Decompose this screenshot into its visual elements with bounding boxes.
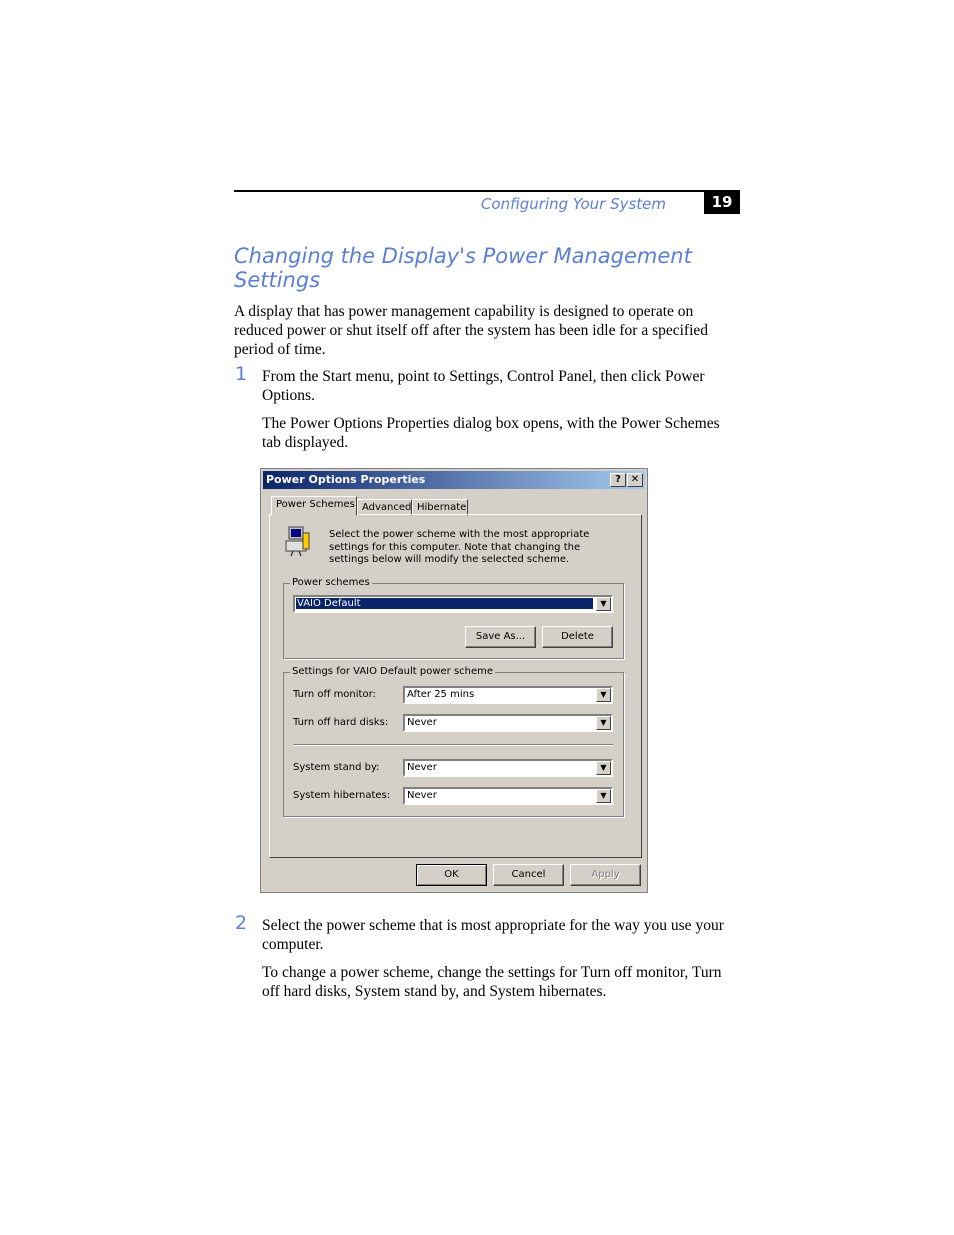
power-scheme-value: VAIO Default: [296, 598, 593, 609]
save-as-button[interactable]: Save As...: [465, 626, 536, 648]
dialog-description: Select the power scheme with the most appropriate settings for this computer. Note that changing the settings below will modify the selected scheme.: [329, 529, 590, 565]
intro-paragraph: A display that has power management capability is designed to operate on reduced power or shut itself off after the system has been idle for a specified period of time.: [234, 303, 709, 358]
settings-separator: [293, 744, 613, 746]
system-stand-by-value: Never: [407, 762, 437, 773]
turn-off-monitor-label: Turn off monitor:: [293, 689, 376, 700]
close-button[interactable]: ✕: [627, 473, 643, 487]
running-title: Configuring Your System: [480, 195, 666, 213]
system-hibernates-label: System hibernates:: [293, 790, 391, 801]
tab-hibernate[interactable]: Hibernate: [412, 499, 468, 516]
step-1-note: The Power Options Properties dialog box opens, with the Power Schemes tab displayed.: [262, 415, 720, 451]
power-schemes-group-label: Power schemes: [292, 577, 370, 588]
dialog-titlebar[interactable]: [263, 471, 645, 489]
scheme-settings-group-label: Settings for VAIO Default power scheme: [292, 666, 494, 677]
chevron-down-icon[interactable]: ▼: [596, 597, 611, 611]
tab-advanced[interactable]: Advanced: [357, 499, 412, 516]
tab-power-schemes[interactable]: Power Schemes: [271, 496, 357, 516]
ok-button[interactable]: OK: [416, 864, 487, 886]
turn-off-hard-disks-select[interactable]: [403, 714, 613, 732]
power-scheme-select[interactable]: [293, 595, 613, 613]
chevron-down-icon[interactable]: ▼: [596, 789, 611, 803]
chevron-down-icon[interactable]: ▼: [596, 761, 611, 775]
step-2-text: Select the power scheme that is most appropriate for the way you use your computer.: [262, 917, 724, 953]
cancel-button[interactable]: Cancel: [493, 864, 564, 886]
step-1-text: From the Start menu, point to Settings, Control Panel, then click Power Options.: [262, 368, 705, 404]
turn-off-monitor-select[interactable]: [403, 686, 613, 704]
dialog-title: Power Options Properties: [266, 473, 426, 486]
page-number: 19: [704, 191, 740, 214]
apply-button[interactable]: Apply: [570, 864, 641, 886]
system-hibernates-value: Never: [407, 790, 437, 801]
delete-button[interactable]: Delete: [542, 626, 613, 648]
chevron-down-icon[interactable]: ▼: [596, 688, 611, 702]
header-rule: [234, 190, 740, 192]
section-heading: Changing the Display's Power Management Settings: [234, 244, 692, 292]
help-button[interactable]: ?: [610, 473, 626, 487]
system-stand-by-select[interactable]: [403, 759, 613, 777]
power-options-dialog: [260, 468, 648, 893]
step-2-note: To change a power scheme, change the settings for Turn off monitor, Turn off hard disks, System stand by, and System hibernates.: [262, 964, 722, 1000]
system-hibernates-select[interactable]: [403, 787, 613, 805]
step-number-2: 2: [235, 912, 248, 934]
step-number-1: 1: [235, 363, 248, 385]
turn-off-monitor-value: After 25 mins: [407, 689, 475, 700]
system-stand-by-label: System stand by:: [293, 762, 380, 773]
turn-off-hard-disks-value: Never: [407, 717, 437, 728]
power-options-icon: [283, 525, 313, 557]
turn-off-hard-disks-label: Turn off hard disks:: [293, 717, 389, 728]
chevron-down-icon[interactable]: ▼: [596, 716, 611, 730]
